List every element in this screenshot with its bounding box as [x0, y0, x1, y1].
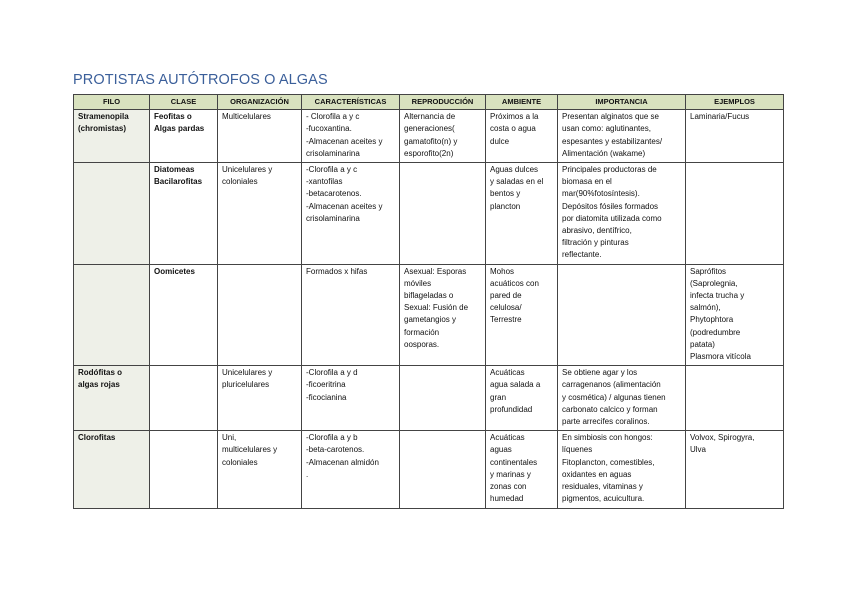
cell-line: Unicelulares y	[222, 368, 273, 378]
header-clase: CLASE	[150, 95, 218, 110]
cell-line: (chromistas)	[78, 124, 127, 134]
cell-organizacion	[218, 366, 302, 431]
cell-line: Mohos	[490, 266, 515, 276]
table-row	[74, 366, 784, 431]
cell-line: -Clorofila a y d	[306, 368, 358, 378]
cell-line: salmón),	[690, 303, 721, 313]
cell-line: (Saprolegnia,	[690, 278, 738, 288]
cell-filo	[74, 264, 150, 366]
cell-line: carbonato calcico y forman	[562, 404, 658, 414]
cell-line: En simbiosis con hongos:	[562, 433, 653, 443]
cell-line: Multicelulares	[222, 112, 271, 122]
cell-organizacion	[218, 163, 302, 265]
cell-line: Oomicetes	[154, 266, 195, 276]
cell-line: Laminaria/Fucus	[690, 112, 750, 122]
header-ejemplos: EJEMPLOS	[686, 95, 784, 110]
cell-line: móviles	[404, 278, 432, 288]
cell-line: Depósitos fósiles formados	[562, 201, 659, 211]
cell-clase	[150, 264, 218, 366]
header-organizacion: ORGANIZACIÓN	[218, 95, 302, 110]
cell-ambiente	[486, 163, 558, 265]
cell-line: generaciones(	[404, 124, 455, 134]
cell-line: -Almacenan almidón	[306, 457, 379, 467]
cell-line: Clorofitas	[78, 433, 116, 443]
cell-line: Terrestre	[490, 315, 522, 325]
cell-importancia	[558, 366, 686, 431]
table-row	[74, 110, 784, 163]
cell-importancia	[558, 163, 686, 265]
cell-ejemplos	[686, 431, 784, 508]
cell-clase	[150, 366, 218, 431]
cell-caracteristicas	[302, 431, 400, 508]
cell-line: Presentan alginatos que se	[562, 112, 659, 122]
cell-line: -xantofilas	[306, 177, 343, 187]
algae-table	[73, 94, 784, 509]
cell-line: Uni,	[222, 433, 237, 443]
cell-filo	[74, 163, 150, 265]
table-row	[74, 163, 784, 265]
cell-line: gamatofito(n) y	[404, 136, 458, 146]
cell-line: zonas con	[490, 482, 527, 492]
cell-line: agua salada a	[490, 380, 541, 390]
cell-line: residuales, vitaminas y	[562, 482, 643, 492]
cell-line: patata)	[690, 339, 715, 349]
cell-line: continentales	[490, 457, 538, 467]
cell-caracteristicas	[302, 110, 400, 163]
cell-line: coloniales	[222, 457, 258, 467]
cell-line: crisolaminarina	[306, 148, 360, 158]
cell-line: coloniales	[222, 177, 258, 187]
cell-line: Acuáticas	[490, 368, 525, 378]
cell-line: reflectante.	[562, 250, 602, 260]
cell-line: pared de	[490, 291, 522, 301]
cell-line: parte arrecifes coralinos.	[562, 417, 650, 427]
cell-caracteristicas	[302, 264, 400, 366]
cell-line: usan como: aglutinantes,	[562, 124, 651, 134]
cell-line: Saprófitos	[690, 266, 727, 276]
cell-line: carragenanos (alimentación	[562, 380, 661, 390]
cell-line: -Clorofila a y b	[306, 433, 358, 443]
cell-line: -betacarotenos.	[306, 189, 362, 199]
cell-line: abrasivo, dentífrico,	[562, 226, 632, 236]
cell-line: y saladas en el	[490, 177, 544, 187]
cell-ambiente	[486, 264, 558, 366]
cell-line: Feofitas o	[154, 112, 192, 122]
cell-reproduccion	[400, 264, 486, 366]
cell-line: crisolaminarina	[306, 213, 360, 223]
cell-line: Se obtiene agar y los	[562, 368, 638, 378]
cell-line: esporofito(2n)	[404, 148, 454, 158]
cell-ejemplos	[686, 110, 784, 163]
cell-importancia	[558, 431, 686, 508]
cell-line: oosporas.	[404, 339, 440, 349]
cell-line: Rodófitas o	[78, 368, 122, 378]
cell-filo	[74, 110, 150, 163]
cell-line: Volvox, Spirogyra,	[690, 433, 755, 443]
cell-line: Stramenopila	[78, 112, 129, 122]
cell-line: biomasa en el	[562, 177, 612, 187]
cell-filo	[74, 366, 150, 431]
cell-line: Alimentación (wakame)	[562, 148, 646, 158]
cell-line: -ficocianina	[306, 392, 347, 402]
cell-importancia	[558, 110, 686, 163]
cell-line: líquenes	[562, 445, 593, 455]
cell-line: -Clorofila a y c	[306, 165, 358, 175]
cell-line: multicelulares y	[222, 445, 278, 455]
cell-ejemplos	[686, 366, 784, 431]
cell-filo	[74, 431, 150, 508]
cell-line: biflageladas o	[404, 291, 454, 301]
cell-line: -beta-carotenos.	[306, 445, 365, 455]
cell-line: y cosmética) / algunas tienen	[562, 392, 666, 402]
cell-line: Ulva	[690, 445, 707, 455]
cell-line: Phytophtora	[690, 315, 734, 325]
cell-reproduccion	[400, 163, 486, 265]
cell-line: infecta trucha y	[690, 291, 745, 301]
cell-line: profundidad	[490, 404, 533, 414]
cell-importancia	[558, 264, 686, 366]
table-body	[74, 110, 784, 508]
cell-line: Diatomeas	[154, 165, 195, 175]
cell-line: bentos y	[490, 189, 521, 199]
cell-line: Alternancia de	[404, 112, 456, 122]
cell-line: celulosa/	[490, 303, 522, 313]
cell-line: (podredumbre	[690, 327, 741, 337]
cell-ejemplos	[686, 264, 784, 366]
cell-clase	[150, 110, 218, 163]
cell-line: dulce	[490, 136, 510, 146]
cell-caracteristicas	[302, 163, 400, 265]
cell-line: algas rojas	[78, 380, 120, 390]
cell-clase	[150, 431, 218, 508]
cell-line: pluricelulares	[222, 380, 270, 390]
cell-ambiente	[486, 366, 558, 431]
header-filo: FILO	[74, 95, 150, 110]
cell-line: -Almacenan aceites y	[306, 201, 383, 211]
cell-organizacion	[218, 431, 302, 508]
cell-reproduccion	[400, 366, 486, 431]
header-importancia: IMPORTANCIA	[558, 95, 686, 110]
table-row	[74, 264, 784, 366]
cell-line: Formados x hifas	[306, 266, 368, 276]
cell-reproduccion	[400, 110, 486, 163]
cell-line: Acuáticas	[490, 433, 525, 443]
header-caracteristicas: CARACTERÍSTICAS	[302, 95, 400, 110]
cell-line: acuáticos con	[490, 278, 539, 288]
cell-line: oxidantes en aguas	[562, 469, 632, 479]
cell-caracteristicas	[302, 366, 400, 431]
cell-line: espesantes y estabilizantes/	[562, 136, 663, 146]
cell-line: Próximos a la	[490, 112, 539, 122]
cell-clase	[150, 163, 218, 265]
cell-line: Principales productoras de	[562, 165, 657, 175]
cell-line: formación	[404, 327, 440, 337]
cell-line: pigmentos, acuicultura.	[562, 494, 645, 504]
cell-line: Algas pardas	[154, 124, 205, 134]
cell-line: Fitoplancton, comestibles,	[562, 457, 655, 467]
cell-line: -Almacenan aceites y	[306, 136, 383, 146]
cell-ejemplos	[686, 163, 784, 265]
cell-line: Asexual: Esporas	[404, 266, 467, 276]
cell-line: aguas	[490, 445, 512, 455]
cell-line: Unicelulares y	[222, 165, 273, 175]
cell-line: plancton	[490, 201, 521, 211]
cell-reproduccion	[400, 431, 486, 508]
header-ambiente: AMBIENTE	[486, 95, 558, 110]
cell-line: mar(90%fotosíntesis).	[562, 189, 640, 199]
cell-line: por diatomita utilizada como	[562, 213, 662, 223]
cell-line: - Clorofila a y c	[306, 112, 360, 122]
page-title: PROTISTAS AUTÓTROFOS O ALGAS	[73, 72, 328, 88]
cell-line: -ficoeritrina	[306, 380, 346, 390]
cell-line: Aguas dulces	[490, 165, 539, 175]
header-row	[74, 95, 784, 110]
cell-line: humedad	[490, 494, 524, 504]
cell-ambiente	[486, 431, 558, 508]
cell-line: gametangios y	[404, 315, 457, 325]
cell-organizacion	[218, 264, 302, 366]
cell-line: y marinas y	[490, 469, 531, 479]
cell-ambiente	[486, 110, 558, 163]
cell-line: Plasmora vitícola	[690, 352, 751, 362]
cell-line: Bacilarofitas	[154, 177, 203, 187]
cell-line: gran	[490, 392, 507, 402]
header-reproduccion: REPRODUCCIÓN	[400, 95, 486, 110]
cell-line: .	[306, 469, 309, 479]
cell-line: costa o agua	[490, 124, 536, 134]
cell-line: -fucoxantina.	[306, 124, 352, 134]
table-row	[74, 431, 784, 508]
cell-line: Sexual: Fusión de	[404, 303, 469, 313]
cell-line: filtración y pinturas	[562, 238, 629, 248]
cell-organizacion	[218, 110, 302, 163]
